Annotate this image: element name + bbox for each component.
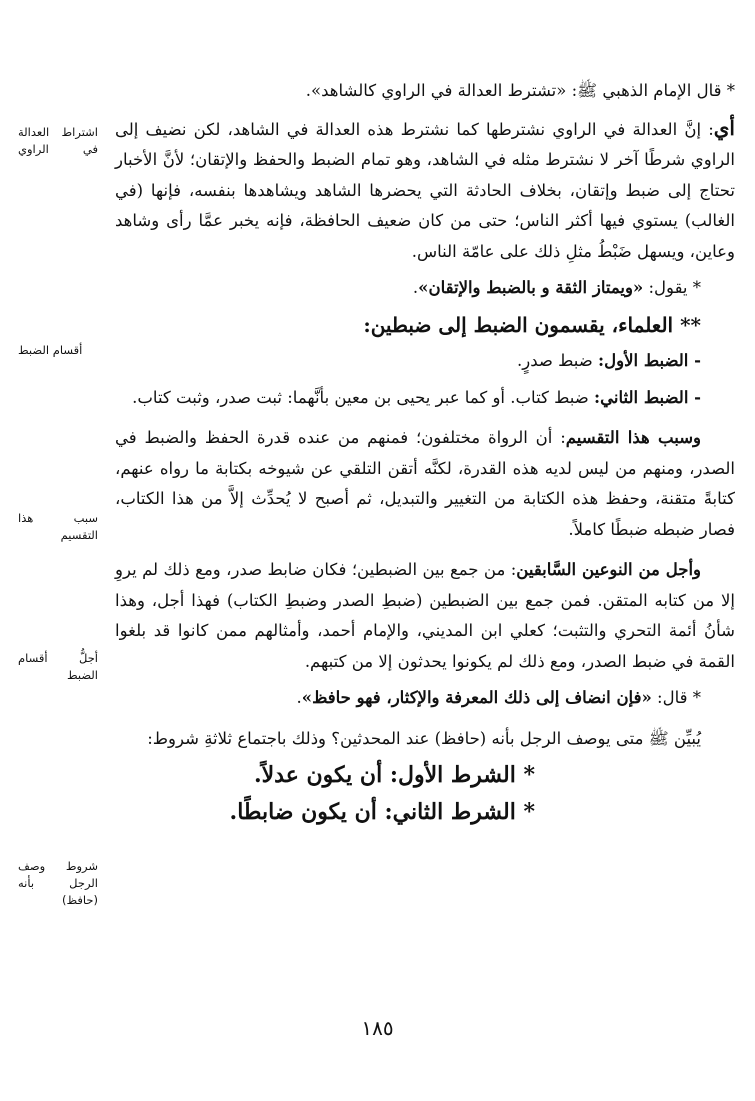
paragraph-body: : من جمع بين الضبطين؛ فكان ضابط صدر، ومع ذلك لم يروِ إلا من كتابه المتقن. فمن جمع بين الضبطين (ضبطِ الصدر وضبطِ الكتاب) فهذا أجل، وهذا شأنُ أئمة التحري والتثبت؛ كعلي ابن المديني، والإمام أحمد، وأمثالهم ممن كانوا قد بلغوا القمة في ضبط الصدر، ومع ذلك لم يكونوا يحدثون إلا من كتبهم. [115,560,735,671]
paragraph-prefix: * قال: [651,688,701,707]
paragraph-second-dabt [115,383,735,414]
paragraph-suffix: . [412,278,419,297]
paragraph-lead: وأجل من النوعين السَّابقين [516,560,702,579]
margin-note-best-type: أجلُّ أقسام الضبط [18,651,98,682]
margin-note-hafiz-conditions: شروط وصف الرجل بأنه (حافظ) [18,859,98,907]
paragraph-suffix: . [296,688,302,707]
quote-text: «فإن انضاف إلى ذلك المعرفة والإكثار، فهو حافظ» [301,688,652,707]
paragraph-body: : أن الرواة مختلفون؛ فمنهم من عنده قدرة الحفظ والضبط في الصدر، ومنهم من ليس لديه هذه القدرة، لكنَّه أتقن التلقي عن شيوخه بكتابة ما رواه عنهم، كتابةً متقنة، وحفظ هذه الكتابة من التغيير والتبديل، ثم أصبح لا يُحدِّث إلاَّ من هذا الكتاب، فصار ضبطه ضبطًا كاملاً. [115,428,735,539]
quote-text: «ويمتاز الثقة و بالضبط والإتقان» [418,278,644,297]
paragraph-best-type [115,555,735,677]
paragraph-body: ضبط كتاب. أو كما عبر يحيى بن معين بأنَّهما: ثبت صدر، وثبت كتاب. [132,387,595,407]
paragraph-body: : إنَّ العدالة في الراوي نشترطها كما نشترط هذه العدالة في الشاهد، لكن نضيف إلى الراوي شرطًا آخر لا نشترط مثله في الشاهد، وهو تمام الضبط والحفظ والإتقان؛ لأنَّ الأخبار تحتاج إلى ضبط وإتقان، بخلاف الحادثة التي يحضرها الشاهد ويشاهدها بنفسه، فإنها (في الغالب) يستوي فيها أكثر الناس؛ حتى من كان ضعيف الحافظة، فإنه يخبر عمَّا رأى وشاهد وعاين، ويسهل ضَبْطُ مثلِ ذلك على عامّة الناس. [115,119,735,261]
margin-note-reason: سبب هذا التقسيم [18,511,98,542]
margin-note-dabt-types: أقسام الضبط [18,343,83,357]
margin-note-adala: اشتراط العدالة في الراوي [18,125,98,156]
paragraph-hafiz-conditions: يُبيِّن ﷺ متى يوصف الرجل بأنه (حافظ) عند المحدثين؟ وذلك باجتماع ثلاثةِ شروط: [147,728,701,748]
paragraph-hafiz-quote [115,683,735,714]
paragraph-explanation [115,113,735,268]
paragraph-says [115,273,735,304]
paragraph-dhahabi-quote: * قال الإمام الذهبي ﷺ: «تشترط العدالة في الراوي كالشاهد». [305,81,735,100]
condition-first: * الشرط الأول: أن يكون عدلاً. [253,762,535,788]
page-number: ١٨٥ [361,1016,394,1040]
paragraph-prefix: * يقول: [643,278,701,297]
main-text [115,76,735,827]
paragraph-lead: - الضبط الأول: [598,351,701,370]
paragraph-reason [115,423,735,545]
paragraph-lead: - الضبط الثاني: [594,387,701,407]
paragraph-body: ضبط صدرٍ. [517,351,599,370]
condition-second: * الشرط الثاني: أن يكون ضابطًا. [229,798,535,825]
paragraph-first-dabt [115,346,735,377]
heading-dabt-types: ** العلماء، يقسمون الضبط إلى ضبطين: [363,312,701,337]
paragraph-lead-word: أي [713,115,735,140]
paragraph-lead: وسبب هذا التقسيم [565,428,701,447]
